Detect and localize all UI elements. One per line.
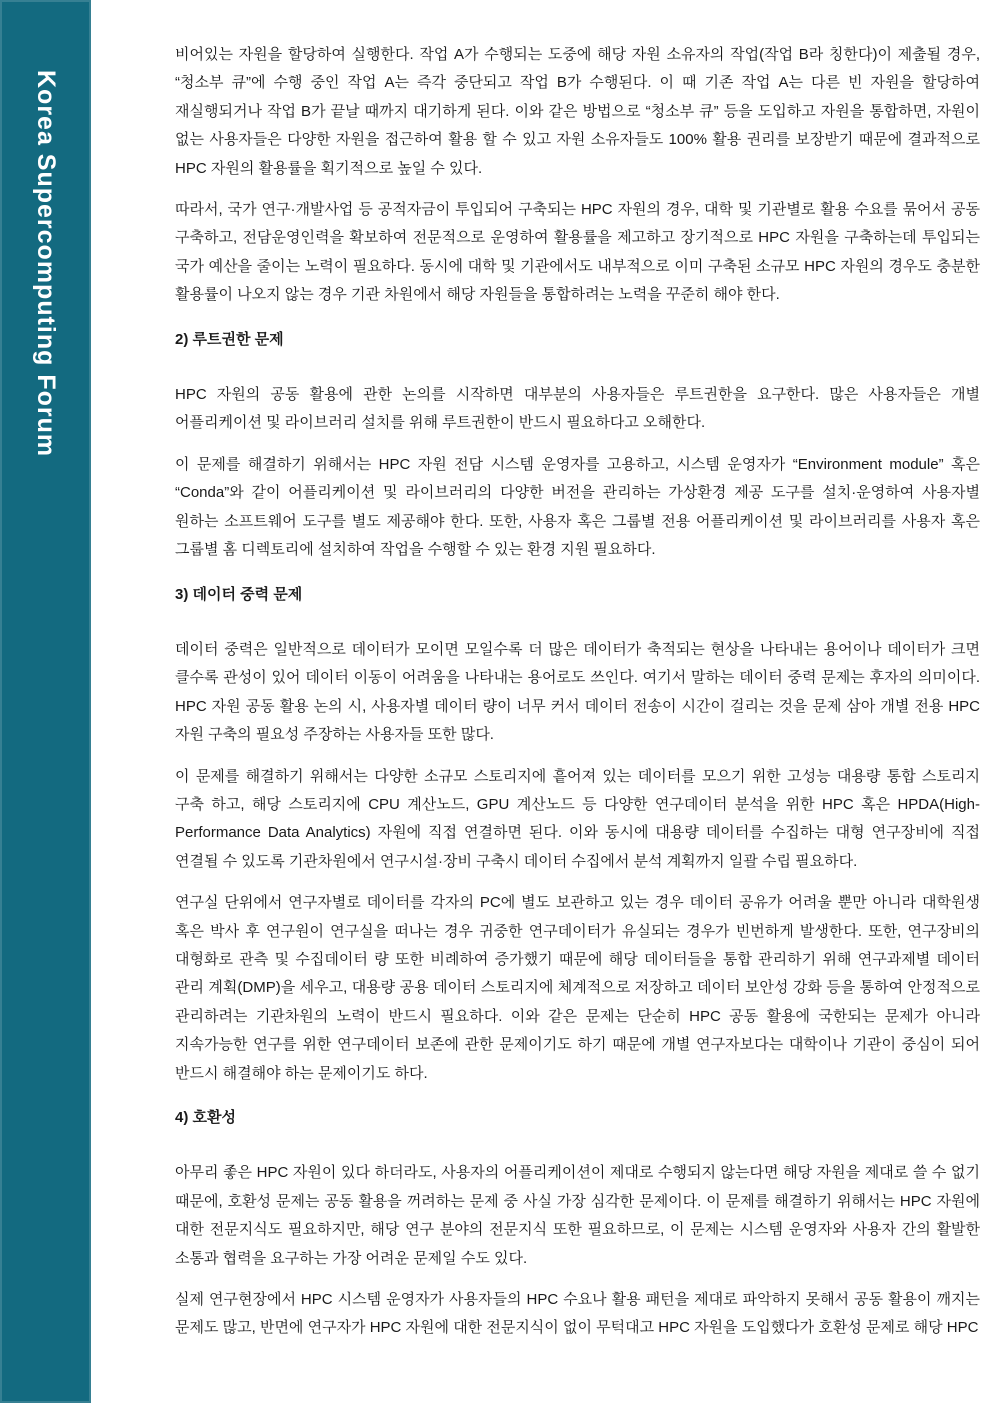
paragraph-integrated-storage-solution: 이 문제를 해결하기 위해서는 다양한 소규모 스토리지에 흩어져 있는 데이터를 모으기 위한 고성능 대용량 통합 스토리지 구축 하고, 해당 스토리지에 CPU 계산노드, GPU 계산노드 등 다양한 연구데이터 분석을 위한 HPC 혹은 HPDA(High-Performance Data Analytics) 자원에 직접 연결하면 된다. 이와 동시에 대용량 데이터를 수집하는 대형 연구장비에 직접 연결될 수 있도록 기관차원에서 연구시설·장비 구축시 데이터 수집에서 분석 계획까지 일괄 수립 필요하다. [175,767,980,870]
document-body [175,41,980,1356]
paragraph-public-funding-consolidation: 따라서, 국가 연구·개발사업 등 공적자금이 투입되어 구축되는 HPC 자원의 경우, 대학 및 기관별로 활용 수요를 묶어서 공동 구축하고, 전담운영인력을 확보하여 전문적으로 운영하여 활용률을 제고하고 장기적으로 HPC 자원을 구축하는데 투입되는 국가 예산을 줄이는 노력이 필요하다. 동시에 대학 및 기관에서도 내부적으로 이미 구축된 소규모 HPC 자원의 경우도 충분한 활용률이 나오지 않는 경우 기관 차원에서 해당 자원들을 통합하려는 노력을 꾸준히 해야 한다. [175,201,980,304]
brand-title-vertical: Korea Supercomputing Forum [32,70,60,458]
paragraph-field-experience: 실제 연구현장에서 HPC 시스템 운영자가 사용자들의 HPC 수요나 활용 패턴을 제대로 파악하지 못해서 공동 활용이 깨지는 문제도 많고, 반면에 연구자가 HPC 자원에 대한 전문지식이 없이 무턱대고 HPC 자원을 도입했다가 호환성 문제로 해당 HPC [175,1291,980,1337]
paragraph-environment-module-solution: 이 문제를 해결하기 위해서는 HPC 자원 전담 시스템 운영자를 고용하고, 시스템 운영자가 “Environment module” 혹은 “Conda”와 같이 어플리케이션 및 라이브러리의 다양한 버전을 관리하는 가상환경 제공 도구를 설치·운영하여 사용자별 원하는 소프트웨어 도구를 별도 제공해야 한다. 또한, 사용자 혹은 그룹별 전용 어플리케이션 및 라이브러리를 사용자 혹은 그룹별 홈 디렉토리에 설치하여 작업을 수행할 수 있는 환경 지원 필요하다. [175,455,980,559]
heading-compatibility-issue: 4) 호환성 [175,1109,236,1126]
paragraph-compatibility-severity: 아무리 좋은 HPC 자원이 있다 하더라도, 사용자의 어플리케이션이 제대로 수행되지 않는다면 해당 자원을 제대로 쓸 수 없기 때문에, 호환성 문제는 공동 활용을 꺼려하는 문제 중 사실 가장 심각한 문제이다. 이 문제를 해결하기 위해서는 HPC 자원에 대한 전문지식도 필요하지만, 해당 연구 분야의 전문지식 또한 필요하므로, 이 문제는 시스템 운영자와 사용자 간의 활발한 소통과 협력을 요구하는 가장 어려운 문제일 수도 있다. [175,1164,980,1267]
paragraph-data-gravity-definition: 데이터 중력은 일반적으로 데이터가 모이면 모일수록 더 많은 데이터가 축적되는 현상을 나타내는 용어이나 데이터가 크면 클수록 관성이 있어 데이터 이동이 어려움을 나타내는 용어로도 쓰인다. 여기서 말하는 데이터 중력 문제는 후자의 의미이다. HPC 자원 공동 활용 논의 시, 사용자별 데이터 량이 너무 커서 데이터 전송이 시간이 걸리는 것을 문제 삼아 개별 전용 HPC 자원 구축의 필요성 주장하는 사용자들 또한 많다. [175,640,980,744]
heading-root-privilege-issue: 2) 루트권한 문제 [175,330,284,348]
paragraph-lab-data-management: 연구실 단위에서 연구자별로 데이터를 각자의 PC에 별도 보관하고 있는 경우 데이터 공유가 어려울 뿐만 아니라 대학원생 혹은 박사 후 연구원이 연구실을 떠나는 경우 귀중한 연구데이터가 유실되는 경우가 빈번하게 발생한다. 또한, 연구장비의 대형화로 관측 및 수집데이터 량 또한 비례하여 증가했기 때문에 해당 데이터들을 통합 관리하기 위해 연구과제별 데이터 관리 계획(DMP)을 세우고, 대용량 공용 데이터 스토리지에 체계적으로 저장하고 데이터 보안성 강화 등을 통하여 안정적으로 관리하려는 기관차원의 노력이 반드시 필요하다. 이와 같은 문제는 단순히 HPC 공동 활용에 국한되는 문제가 아니라 지속가능한 연구를 위한 연구데이터 보존에 관한 문제이기도 하기 때문에 개별 연구자보다는 대학이나 기관이 중심이 되어 반드시 해결해야 하는 문제이기도 하다. [175,894,980,1082]
paragraph-scavenger-queue: 비어있는 자원을 할당하여 실행한다. 작업 A가 수행되는 도중에 해당 자원 소유자의 작업(작업 B라 칭한다)이 제출될 경우, “청소부 큐”에 수행 중인 작업 A는 즉각 중단되고 작업 B가 수행된다. 이 때 기존 작업 A는 다른 빈 자원을 할당하여 재실행되거나 작업 B가 끝날 때까지 대기하게 된다. 이와 같은 방법으로 “청소부 큐” 등을 도입하고 자원을 통합하면, 자원이 없는 사용자들은 다양한 자원을 접근하여 활용 할 수 있고 자원 소유자들도 100% 활용 권리를 보장받기 때문에 결과적으로 HPC 자원의 활용률을 획기적으로 높일 수 있다. [175,46,980,177]
brand-sidebar [0,0,91,1403]
paragraph-root-privilege-demand: HPC 자원의 공동 활용에 관한 논의를 시작하면 대부분의 사용자들은 루트권한을 요구한다. 많은 사용자들은 개별 어플리케이션 및 라이브러리 설치를 위해 루트권한이 반드시 필요하다고 오해한다. [175,386,980,432]
heading-data-gravity-issue: 3) 데이터 중력 문제 [175,585,303,603]
